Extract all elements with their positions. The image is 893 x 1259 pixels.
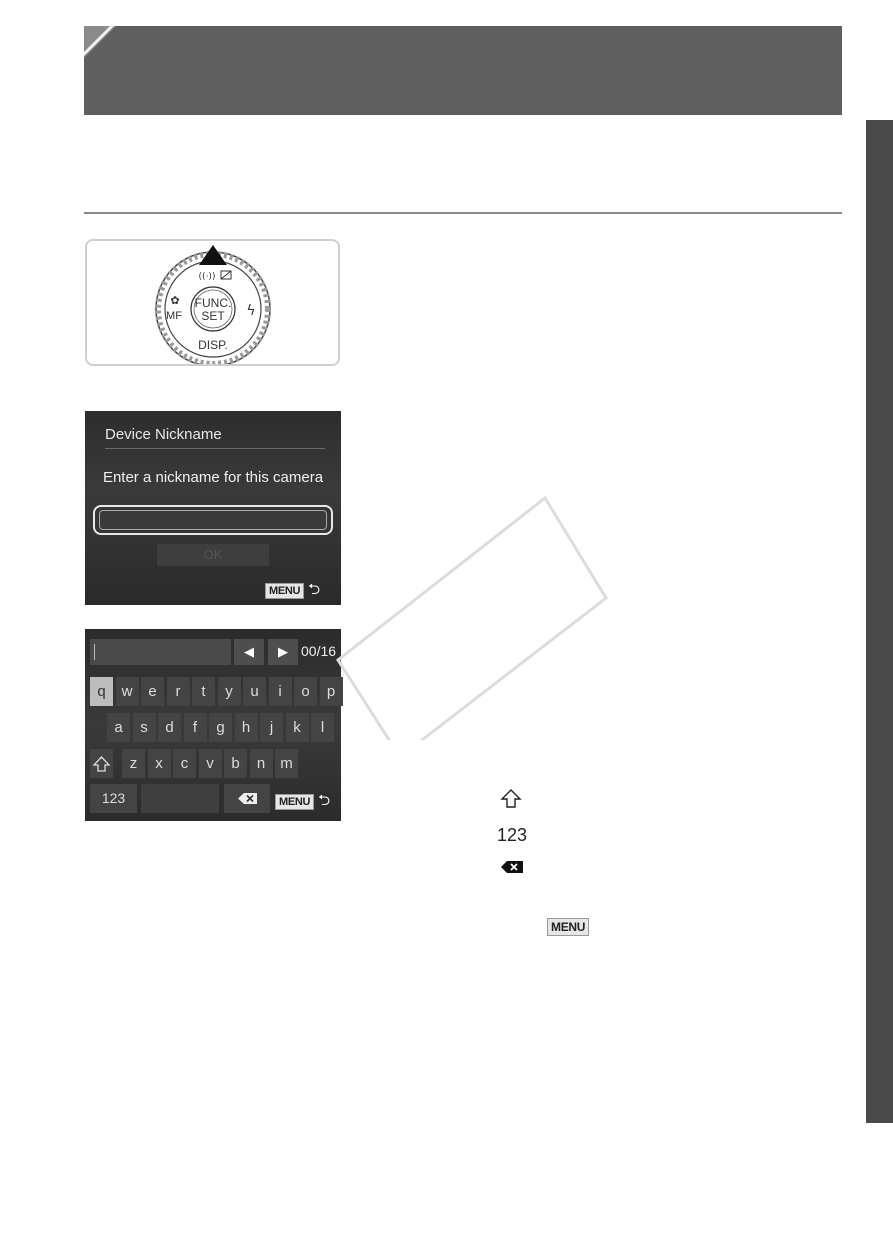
menu-icon: MENU bbox=[547, 918, 589, 936]
key-g[interactable]: g bbox=[209, 713, 232, 742]
legend-shift-icon bbox=[499, 787, 523, 816]
key-s[interactable]: s bbox=[133, 713, 156, 742]
backspace-key[interactable] bbox=[224, 784, 270, 813]
keyboard-menu-back[interactable] bbox=[275, 790, 330, 815]
dial-func-label: FUNC. bbox=[194, 296, 232, 310]
key-c[interactable]: c bbox=[173, 749, 196, 778]
key-a[interactable]: a bbox=[107, 713, 130, 742]
key-w[interactable]: w bbox=[116, 677, 139, 706]
key-r[interactable]: r bbox=[167, 677, 190, 706]
menu-icon: MENU bbox=[265, 583, 304, 599]
key-f[interactable]: f bbox=[184, 713, 207, 742]
dial-set-label: SET bbox=[201, 309, 225, 323]
key-p[interactable]: p bbox=[320, 677, 343, 706]
screen-title-rule bbox=[105, 448, 325, 449]
character-count: 00/16 bbox=[301, 643, 337, 659]
screen-title: Device Nickname bbox=[105, 426, 222, 443]
dial-disp-label: DISP. bbox=[198, 338, 228, 352]
key-o[interactable]: o bbox=[294, 677, 317, 706]
nickname-screen bbox=[85, 411, 341, 605]
legend-numeric-label: 123 bbox=[497, 825, 528, 845]
key-b[interactable]: b bbox=[224, 749, 247, 778]
nickname-input-inner bbox=[99, 510, 327, 530]
svg-text:ϟ: ϟ bbox=[246, 303, 256, 319]
key-n[interactable]: n bbox=[250, 749, 273, 778]
triangle-left-icon: ◀ bbox=[244, 644, 254, 659]
key-h[interactable]: h bbox=[235, 713, 258, 742]
copy-watermark bbox=[300, 480, 630, 740]
shift-key[interactable] bbox=[90, 749, 113, 778]
keyboard-screen bbox=[85, 629, 341, 821]
chapter-side-tab bbox=[866, 120, 893, 1123]
back-arrow-icon: ⮌ bbox=[318, 792, 331, 809]
cursor-right-button[interactable] bbox=[268, 639, 298, 665]
legend-backspace-icon bbox=[500, 859, 524, 880]
svg-text:((·)): ((·)) bbox=[198, 272, 216, 282]
key-k[interactable]: k bbox=[286, 713, 309, 742]
section-divider bbox=[84, 212, 842, 214]
keyboard-text-field[interactable] bbox=[90, 639, 231, 665]
key-v[interactable]: v bbox=[199, 749, 222, 778]
key-d[interactable]: d bbox=[158, 713, 181, 742]
title-corner-marker bbox=[84, 26, 116, 58]
backspace-icon bbox=[224, 784, 270, 813]
key-z[interactable]: z bbox=[122, 749, 145, 778]
legend-menu-icon bbox=[547, 918, 589, 936]
key-x[interactable]: x bbox=[148, 749, 171, 778]
triangle-right-icon: ▶ bbox=[278, 644, 288, 659]
key-u[interactable]: u bbox=[243, 677, 266, 706]
key-t[interactable]: t bbox=[192, 677, 215, 706]
ok-button[interactable]: OK bbox=[157, 544, 269, 566]
key-q[interactable]: q bbox=[90, 677, 113, 706]
key-l[interactable]: l bbox=[311, 713, 334, 742]
nickname-prompt: Enter a nickname for this camera bbox=[102, 469, 324, 486]
key-e[interactable]: e bbox=[141, 677, 164, 706]
shift-icon bbox=[90, 749, 113, 778]
numeric-key[interactable]: 123 bbox=[90, 784, 137, 813]
dial-mf-label: MF bbox=[166, 310, 182, 322]
space-key[interactable] bbox=[141, 784, 219, 813]
control-dial-icon bbox=[87, 241, 338, 364]
key-i[interactable]: i bbox=[269, 677, 292, 706]
cursor-left-button[interactable] bbox=[234, 639, 264, 665]
menu-back[interactable] bbox=[265, 579, 320, 604]
text-caret bbox=[94, 644, 95, 660]
key-y[interactable]: y bbox=[218, 677, 241, 706]
key-j[interactable]: j bbox=[260, 713, 283, 742]
control-dial-panel bbox=[85, 239, 340, 366]
chapter-title-bar bbox=[84, 26, 842, 115]
svg-text:✿: ✿ bbox=[170, 294, 180, 307]
back-arrow-icon: ⮌ bbox=[308, 581, 321, 598]
menu-icon: MENU bbox=[275, 794, 314, 810]
nickname-input[interactable] bbox=[93, 505, 333, 535]
key-m[interactable]: m bbox=[275, 749, 298, 778]
